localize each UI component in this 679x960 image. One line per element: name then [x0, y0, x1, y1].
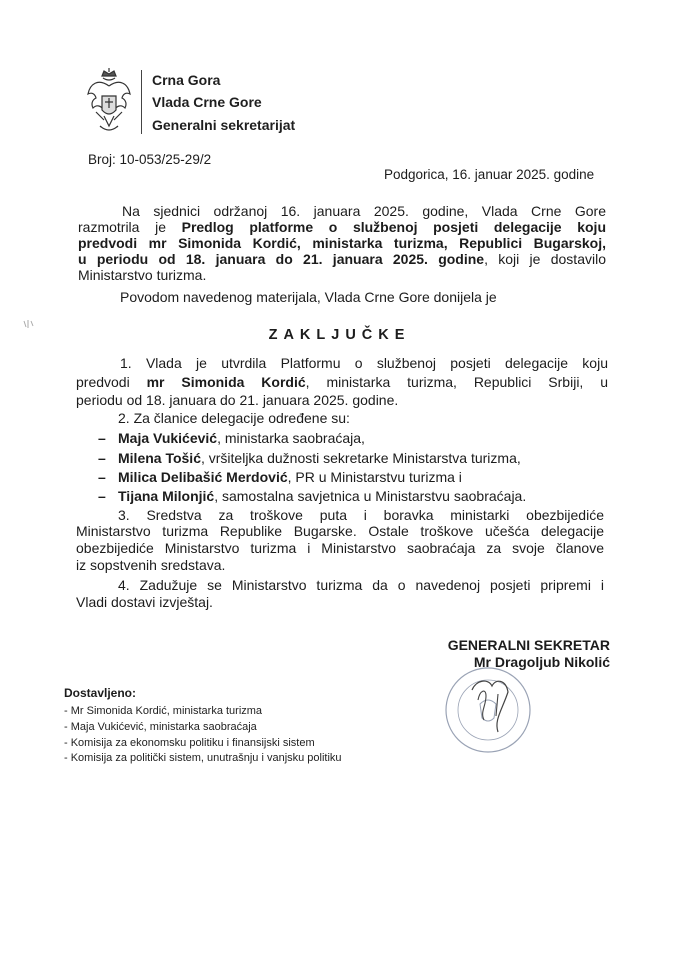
signatory-title: GENERALNI SEKRETAR [447, 637, 610, 653]
member-item: Maja Vukićević, ministarka saobraćaja, [118, 430, 365, 446]
member-item: Milica Delibašić Merdović, PR u Ministarstvu turizma i [118, 469, 462, 485]
conclusion-1-line-2: predvodi mr Simonida Kordić, ministarka turizma, Republici Srbiji, u [76, 374, 609, 390]
list-dash: – [98, 430, 106, 446]
distribution-item: - Komisija za politički sistem, unutrašnju i vanjsku politiku [64, 752, 342, 764]
distribution-item: - Mr Simonida Kordić, ministarka turizma [64, 705, 263, 717]
conclusion-1-line-3: periodu od 18. januara do 21. januara 2025. godine. [76, 392, 399, 408]
conclusion-3-line-4: iz sopstvenih sredstava. [76, 557, 226, 573]
distribution-item: - Komisija za ekonomsku politiku i finansijski sistem [64, 737, 315, 749]
intro-line-1: Na sjednici održanoj 16. januara 2025. godine, Vlada Crne Gore [122, 203, 606, 219]
conclusions-title: ZAKLJUČKE [268, 327, 411, 343]
official-stamp-icon [436, 660, 546, 760]
member-item: Milena Tošić, vršiteljka dužnosti sekretarke Ministarstva turizma, [118, 450, 521, 466]
intro-line-4: u periodu od 18. januara do 21. januara 2025. godine, koji je dostavilo [78, 251, 606, 267]
member-item: Tijana Milonjić, samostalna savjetnica u Ministarstvu saobraćaja. [118, 488, 527, 504]
signatory-name: Mr Dragoljub Nikolić [473, 654, 610, 670]
document-number: Broj: 10-053/25-29/2 [88, 152, 212, 167]
conclusion-4-line-2: Vladi dostavi izvještaj. [76, 594, 213, 610]
conclusion-3-line-2: Ministarstvo turizma Republike Bugarske. Ostale troškove učešća delegacije [76, 523, 604, 539]
conclusion-3-line-1: 3. Sredstva za troškove puta i boravka ministarki obezbijediće [118, 507, 604, 523]
intro-povodom: Povodom navedenog materijala, Vlada Crne Gore donijela je [120, 289, 497, 305]
list-dash: – [98, 450, 106, 466]
conclusion-1-line-1: 1. Vlada je utvrdila Platformu o službenoj posjeti delegacije koju [120, 355, 608, 371]
intro-line-5: Ministarstvo turizma. [78, 267, 207, 283]
conclusion-2: 2. Za članice delegacije određene su: [118, 410, 350, 426]
header-secretariat: Generalni sekretarijat [152, 117, 296, 133]
coat-of-arms-icon [84, 68, 134, 138]
distribution-item: - Maja Vukićević, ministarka saobraćaja [64, 721, 257, 733]
list-dash: – [98, 488, 106, 504]
intro-line-3: predvodi mr Simonida Kordić, ministarka turizma, Republici Bugarskoj, [78, 235, 606, 251]
header-government: Vlada Crne Gore [152, 94, 262, 110]
header-country: Crna Gora [152, 72, 221, 88]
distribution-heading: Dostavljeno: [64, 686, 137, 700]
conclusion-3-line-3: obezbijediće Ministarstvo turizma i Ministarstvo saobraćaja za svoje članove [76, 540, 604, 556]
intro-line-2: razmotrila je Predlog platforme o službenoj posjeti delegacije koju [78, 219, 606, 235]
list-dash: – [98, 469, 106, 485]
header-divider [141, 70, 142, 134]
conclusion-4-line-1: 4. Zadužuje se Ministarstvo turizma da o navedenoj posjeti pripremi i [118, 577, 604, 593]
document-date: Podgorica, 16. januar 2025. godine [384, 167, 595, 182]
